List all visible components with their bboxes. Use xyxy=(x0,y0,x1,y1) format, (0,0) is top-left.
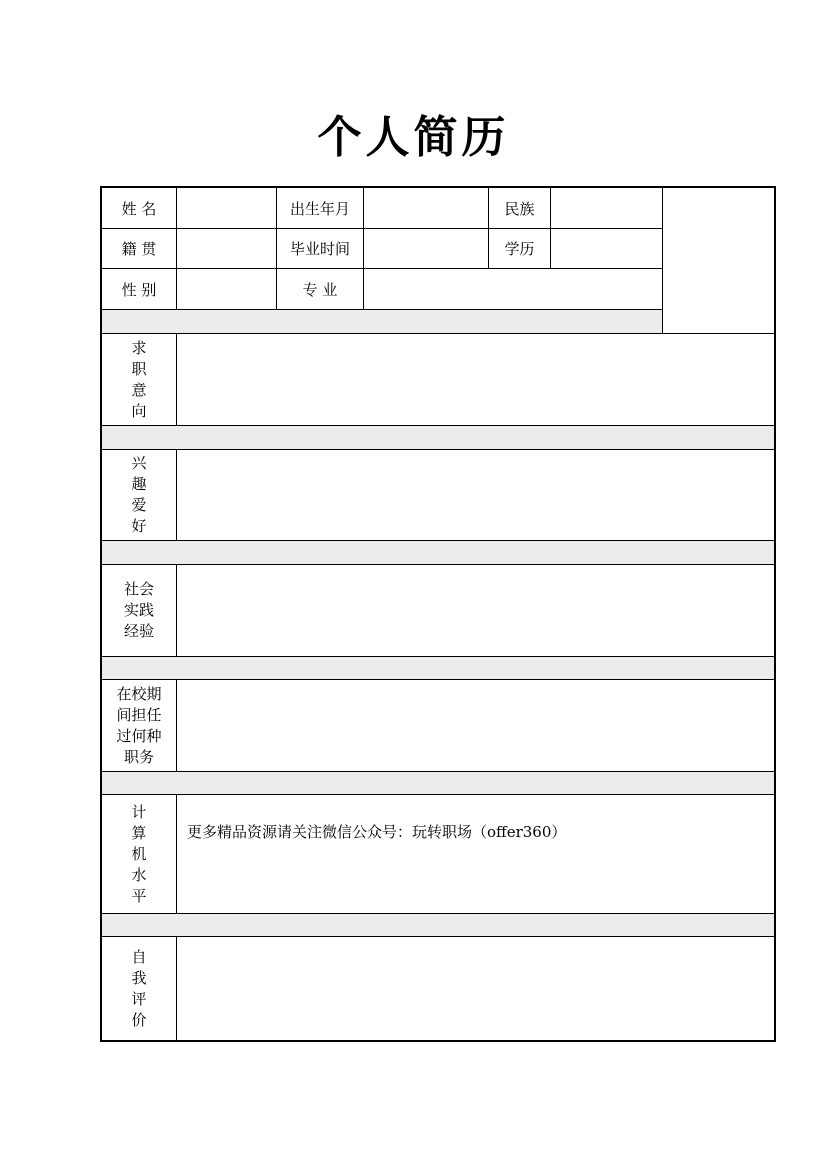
self-evaluation-field[interactable] xyxy=(177,937,774,1040)
major-value[interactable] xyxy=(364,269,663,310)
social-practice-label: 社会 实践 经验 xyxy=(102,565,177,657)
name-value[interactable] xyxy=(177,188,277,229)
education-value[interactable] xyxy=(551,229,663,269)
social-practice-field[interactable] xyxy=(177,565,774,657)
page-title: 个人简历 xyxy=(317,112,510,163)
spacer-row xyxy=(102,772,774,795)
job-intent-label: 求 职 意 向 xyxy=(102,334,177,426)
resume-table xyxy=(100,186,776,1042)
job-intent-field[interactable] xyxy=(177,334,774,426)
spacer-row xyxy=(102,426,774,450)
gender-value[interactable] xyxy=(177,269,277,310)
computer-skills-text: 更多精品资源请关注微信公众号：玩转职场（offer360） xyxy=(187,823,567,841)
photo-box[interactable] xyxy=(663,188,774,334)
education-label: 学历 xyxy=(489,229,551,269)
birth-value[interactable] xyxy=(364,188,489,229)
ethnicity-value[interactable] xyxy=(551,188,663,229)
spacer-row xyxy=(102,541,774,565)
hobbies-field[interactable] xyxy=(177,450,774,541)
campus-positions-label: 在校期 间担任 过何种 职务 xyxy=(102,680,177,772)
self-evaluation-label: 自 我 评 价 xyxy=(102,937,177,1040)
major-label: 专 业 xyxy=(277,269,364,310)
origin-label: 籍 贯 xyxy=(102,229,177,269)
ethnicity-label: 民族 xyxy=(489,188,551,229)
computer-skills-field[interactable] xyxy=(177,795,774,914)
hobbies-label: 兴 趣 爱 好 xyxy=(102,450,177,541)
gender-label: 性 别 xyxy=(102,269,177,310)
spacer-row xyxy=(102,914,774,937)
spacer-row xyxy=(102,657,774,680)
name-label: 姓 名 xyxy=(102,188,177,229)
campus-positions-field[interactable] xyxy=(177,680,774,772)
graduation-value[interactable] xyxy=(364,229,489,269)
graduation-label: 毕业时间 xyxy=(277,229,364,269)
computer-skills-label: 计 算 机 水 平 xyxy=(102,795,177,914)
origin-value[interactable] xyxy=(177,229,277,269)
birth-label: 出生年月 xyxy=(277,188,364,229)
spacer-row xyxy=(102,310,663,334)
